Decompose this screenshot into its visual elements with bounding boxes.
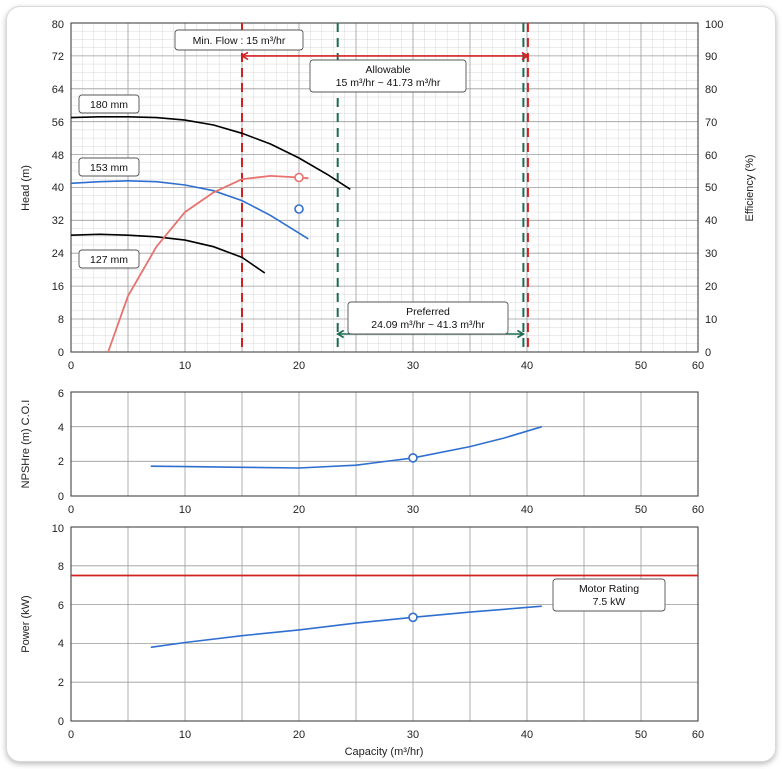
impeller-153-text: 153 mm xyxy=(90,162,128,174)
duty-point-head xyxy=(295,205,303,213)
svg-text:10: 10 xyxy=(51,523,64,535)
svg-text:70: 70 xyxy=(705,117,718,129)
allowable-range: 15 m³/hr ~ 41.73 m³/hr xyxy=(335,77,441,89)
svg-text:64: 64 xyxy=(51,84,64,96)
svg-text:30: 30 xyxy=(406,504,420,516)
svg-text:10: 10 xyxy=(178,729,192,741)
svg-text:50: 50 xyxy=(634,729,648,741)
motor-rating-label xyxy=(553,579,665,611)
svg-text:20: 20 xyxy=(705,281,718,293)
allowable-title: Allowable xyxy=(365,64,411,76)
svg-text:0: 0 xyxy=(67,729,75,741)
curve-180mm xyxy=(71,117,350,190)
pump-performance-chart xyxy=(7,7,775,761)
capacity-ticks-mid xyxy=(68,504,704,516)
svg-text:24: 24 xyxy=(51,248,64,260)
svg-text:40: 40 xyxy=(520,504,534,516)
svg-text:60: 60 xyxy=(691,504,705,516)
duty-point-npshr xyxy=(409,454,417,462)
major-grid-mid xyxy=(71,392,698,496)
svg-text:56: 56 xyxy=(51,117,64,129)
svg-text:40: 40 xyxy=(705,215,718,227)
npshr-chart xyxy=(20,388,704,516)
svg-text:60: 60 xyxy=(691,729,705,741)
svg-text:0: 0 xyxy=(57,716,64,728)
efficiency-axis-title: Efficiency (%) xyxy=(744,154,756,222)
svg-text:80: 80 xyxy=(51,19,64,31)
capacity-ticks-top xyxy=(68,360,704,372)
svg-text:10: 10 xyxy=(178,504,192,516)
min-flow-label xyxy=(175,30,303,50)
svg-text:6: 6 xyxy=(57,600,64,612)
svg-text:100: 100 xyxy=(705,19,724,31)
plot-frame-mid xyxy=(71,392,698,496)
power-axis-title: Power (kW) xyxy=(20,595,32,653)
head-efficiency-chart xyxy=(20,19,756,372)
svg-text:50: 50 xyxy=(634,504,648,516)
impeller-127-label xyxy=(79,250,139,268)
svg-text:40: 40 xyxy=(51,182,64,194)
svg-text:2: 2 xyxy=(57,677,64,689)
allowable-span xyxy=(242,52,528,59)
svg-text:20: 20 xyxy=(292,504,306,516)
svg-text:60: 60 xyxy=(691,360,705,372)
svg-text:8: 8 xyxy=(57,314,64,326)
svg-text:20: 20 xyxy=(292,360,306,372)
svg-text:0: 0 xyxy=(57,347,64,359)
preferred-label xyxy=(348,302,508,334)
svg-text:72: 72 xyxy=(51,51,64,63)
svg-text:10: 10 xyxy=(178,360,192,372)
preferred-title: Preferred xyxy=(406,306,450,318)
impeller-153-label xyxy=(79,158,139,176)
duty-point-efficiency xyxy=(295,174,303,182)
svg-text:60: 60 xyxy=(705,150,718,162)
plot-frame-bot xyxy=(71,527,698,721)
svg-text:40: 40 xyxy=(520,729,534,741)
curve-power xyxy=(151,606,542,647)
svg-text:32: 32 xyxy=(51,215,64,227)
svg-text:4: 4 xyxy=(57,638,64,650)
svg-text:50: 50 xyxy=(705,182,718,194)
svg-text:80: 80 xyxy=(705,84,718,96)
impeller-180-label xyxy=(79,95,139,113)
power-axis-ticks xyxy=(52,523,64,728)
svg-text:8: 8 xyxy=(57,561,64,573)
svg-text:20: 20 xyxy=(292,729,306,741)
svg-text:50: 50 xyxy=(634,360,648,372)
preferred-range: 24.09 m³/hr ~ 41.3 m³/hr xyxy=(371,319,485,331)
svg-text:6: 6 xyxy=(57,388,64,400)
svg-text:4: 4 xyxy=(57,422,64,434)
motor-rating-title: Motor Rating xyxy=(578,583,640,595)
svg-text:30: 30 xyxy=(705,248,718,260)
major-grid-bot xyxy=(71,527,698,721)
curve-npshr xyxy=(151,427,542,468)
svg-text:0: 0 xyxy=(705,347,712,359)
capacity-axis-title: Capacity (m³/hr) xyxy=(344,746,424,758)
npshr-axis-ticks xyxy=(58,388,64,503)
svg-text:2: 2 xyxy=(57,456,64,468)
min-flow-text: Min. Flow : 15 m³/hr xyxy=(192,35,286,47)
impeller-180-text: 180 mm xyxy=(90,99,128,111)
svg-text:30: 30 xyxy=(406,729,420,741)
head-axis-title: Head (m) xyxy=(20,165,32,211)
motor-rating-value: 7.5 kW xyxy=(592,596,626,608)
capacity-ticks-bot xyxy=(68,729,704,741)
chart-card xyxy=(6,6,776,762)
svg-text:0: 0 xyxy=(67,504,75,516)
svg-text:48: 48 xyxy=(51,150,64,162)
svg-text:10: 10 xyxy=(705,314,718,326)
svg-text:0: 0 xyxy=(57,491,64,503)
efficiency-axis-ticks xyxy=(705,19,723,359)
impeller-127-text: 127 mm xyxy=(90,254,128,266)
svg-text:40: 40 xyxy=(520,360,534,372)
svg-text:30: 30 xyxy=(406,360,420,372)
svg-text:0: 0 xyxy=(67,360,75,372)
duty-point-power xyxy=(409,613,417,621)
allowable-label xyxy=(310,60,466,92)
head-axis-ticks xyxy=(52,19,64,359)
npshr-axis-title: NPSHre (m) C.O.I xyxy=(20,399,32,489)
svg-text:16: 16 xyxy=(51,281,64,293)
svg-text:90: 90 xyxy=(705,51,718,63)
power-chart xyxy=(20,523,704,758)
